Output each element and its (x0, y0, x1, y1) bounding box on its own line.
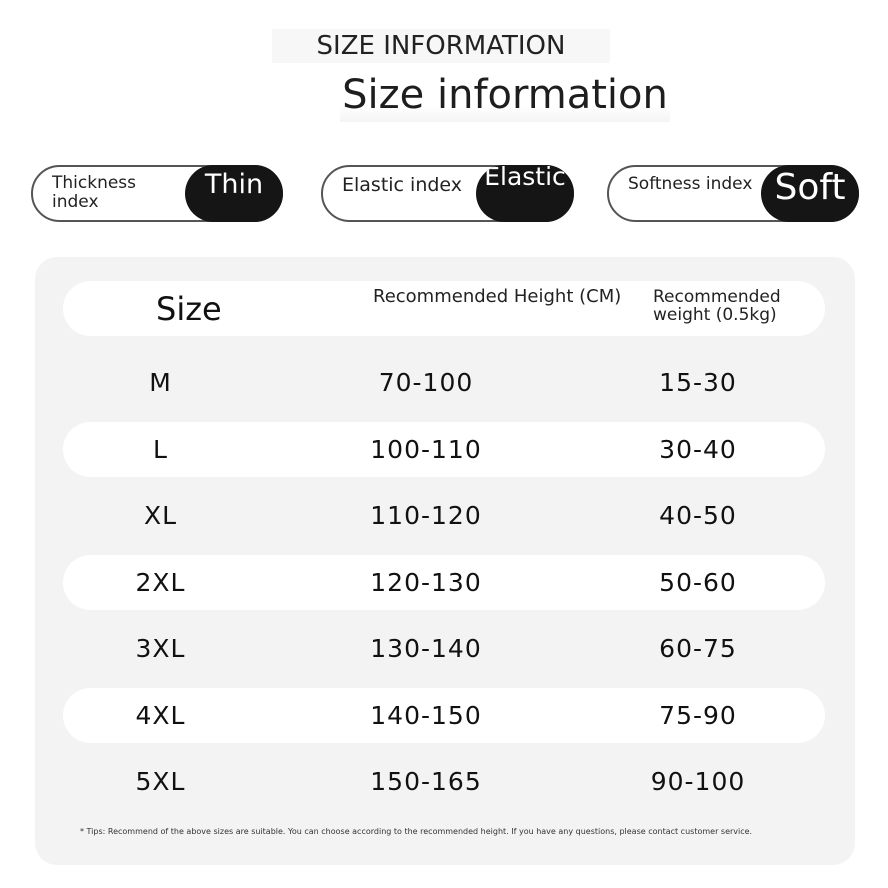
weight-cell: 75-90 (659, 701, 737, 730)
size-cell: M (149, 368, 172, 397)
elastic-index-value: Elastic (476, 165, 574, 222)
height-cell: 130-140 (370, 634, 482, 663)
table-row (63, 754, 825, 809)
thickness-index-pill (31, 165, 283, 222)
weight-cell: 15-30 (659, 368, 737, 397)
size-cell: L (153, 435, 168, 464)
softness-index-label: Softness index (628, 174, 753, 194)
table-row (63, 688, 825, 743)
height-cell: 70-100 (378, 368, 474, 397)
size-cell: 5XL (135, 767, 186, 796)
size-table-panel (35, 257, 855, 865)
size-cell: 2XL (135, 568, 186, 597)
weight-cell: 40-50 (659, 501, 737, 530)
size-cell: XL (143, 501, 178, 530)
softness-index-value: Soft (761, 165, 859, 222)
height-cell: 120-130 (370, 568, 482, 597)
tips-note: * Tips: Recommend of the above sizes are suitable. You can choose according to the recommended height. If you have any questions, please contact customer service. (80, 827, 753, 836)
thickness-index-label: Thickness index (52, 173, 137, 212)
size-cell: 3XL (135, 634, 186, 663)
table-row (63, 488, 825, 543)
height-cell: 110-120 (370, 501, 482, 530)
table-row (63, 555, 825, 610)
table-row (63, 422, 825, 477)
header-height: Recommended Height (CM) (373, 286, 622, 307)
weight-cell: 60-75 (659, 634, 737, 663)
height-cell: 140-150 (370, 701, 482, 730)
weight-cell: 90-100 (650, 767, 746, 796)
page-title: Size information (340, 68, 670, 122)
size-cell: 4XL (135, 701, 186, 730)
elastic-index-pill (321, 165, 574, 222)
weight-cell: 30-40 (659, 435, 737, 464)
table-row (63, 355, 825, 410)
softness-index-pill (607, 165, 859, 222)
header-weight: Recommended weight (0.5kg) (653, 287, 781, 325)
table-header-row (63, 281, 825, 336)
page-subtitle-english: SIZE INFORMATION (272, 29, 610, 63)
header-size: Size (156, 290, 222, 328)
thickness-index-value: Thin (185, 165, 283, 222)
height-cell: 150-165 (370, 767, 482, 796)
table-row (63, 621, 825, 676)
weight-cell: 50-60 (659, 568, 737, 597)
height-cell: 100-110 (370, 435, 482, 464)
elastic-index-label: Elastic index (342, 174, 463, 196)
